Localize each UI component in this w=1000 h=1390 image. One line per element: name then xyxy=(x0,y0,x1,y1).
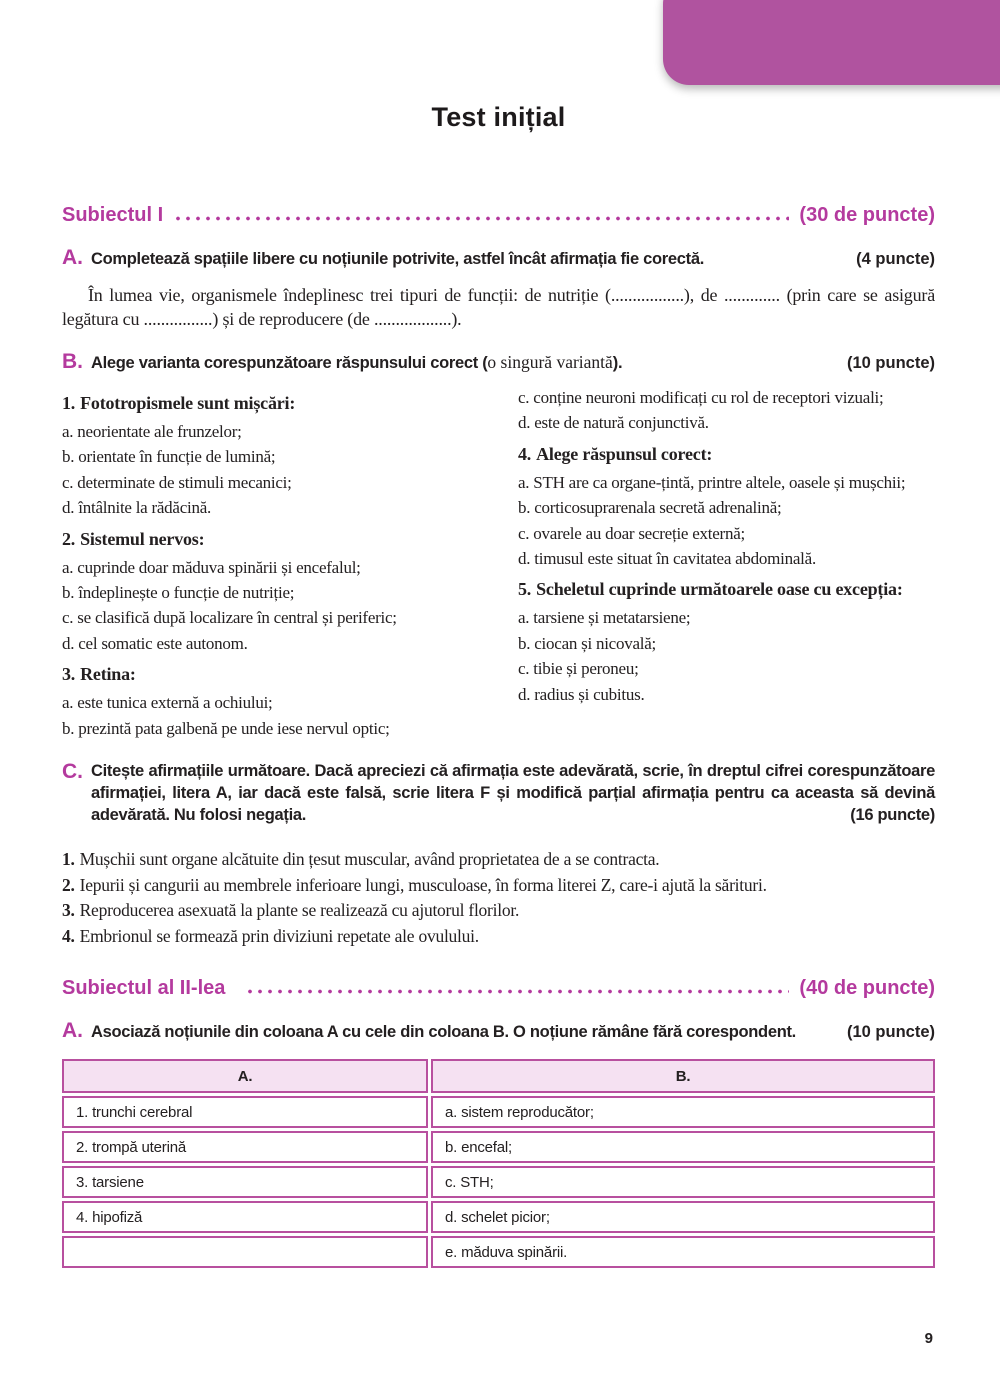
question-3-number: 3. xyxy=(62,664,76,685)
question-5 xyxy=(518,577,935,707)
statement-1: 1. Mușchii sunt organe alcătuite din țesut muscular, având proprietatea de a se contracta. xyxy=(62,849,660,870)
table-cell-b2: b. encefal; xyxy=(431,1131,935,1163)
section-a2-letter: A. xyxy=(62,1019,83,1043)
question-3-title: 3. Retina: xyxy=(62,664,136,685)
table-cell-b1: a. sistem reproducător; xyxy=(431,1096,935,1128)
dotted-leader xyxy=(173,216,789,221)
statement-4-number: 4. xyxy=(62,925,75,946)
question-1-title: 1. Fototropismele sunt mișcări: xyxy=(62,393,296,413)
corner-decoration xyxy=(663,0,1000,85)
section-c-instruction-wrap xyxy=(91,760,935,826)
statement-4: 4. Embrionul se formează prin diviziuni repetate ale ovulului. xyxy=(62,925,479,946)
question-3-option-a: a. este tunica externă a ochiului; xyxy=(62,693,273,713)
statement-1-number: 1. xyxy=(62,849,75,870)
section-a2-header xyxy=(62,1019,935,1043)
question-3 xyxy=(62,662,508,741)
subject1-heading-row xyxy=(62,203,935,227)
matching-table xyxy=(62,1059,935,1268)
fill-in-paragraph: În lumea vie, organismele îndeplinesc trei tipuri de funcții: de nutriție (.................), de ............. (prin care se asigură legătura cu ................) și de reproducere (de ..................). xyxy=(62,285,935,329)
page-content xyxy=(0,102,1000,1268)
section-b-letter: B. xyxy=(62,350,83,373)
question-2-title: 2. Sistemul nervos: xyxy=(62,528,205,549)
table-header-b: B. xyxy=(431,1059,935,1093)
question-4-option-a: a. STH are ca organe-țintă, printre altele, oasele și mușchii; xyxy=(518,472,906,492)
question-4-number: 4. xyxy=(518,443,532,464)
questions-left-column xyxy=(62,385,508,741)
table-cell-a2: 2. trompă uterină xyxy=(62,1131,428,1163)
table-cell-b3: c. STH; xyxy=(431,1166,935,1198)
question-3-option-b: b. prezintă pata galbenă pe unde iese nervul optic; xyxy=(62,718,390,738)
question-columns xyxy=(62,385,935,741)
question-5-option-c: c. tibie și peroneu; xyxy=(518,659,639,679)
question-2-option-c: c. se clasifică după localizare în central și periferic; xyxy=(62,608,397,628)
section-b-instruction-bold1: Alege varianta corespunzătoare răspunsului corect ( xyxy=(91,354,488,372)
page-number: 9 xyxy=(924,1330,933,1347)
question-5-option-b: b. ciocan și nicovală; xyxy=(518,633,657,653)
question-3-option-c: c. conține neuroni modificați cu rol de receptori vizuali; xyxy=(518,388,884,407)
table-cell-b4: d. schelet picior; xyxy=(431,1201,935,1233)
question-5-option-d: d. radius și cubitus. xyxy=(518,684,645,704)
question-5-number: 5. xyxy=(518,579,532,600)
statement-2-number: 2. xyxy=(62,874,75,895)
question-1 xyxy=(62,391,508,521)
question-1-option-a: a. neorientate ale frunzelor; xyxy=(62,422,242,441)
section-b-instruction xyxy=(91,352,622,374)
question-2-option-d: d. cel somatic este autonom. xyxy=(62,633,248,653)
true-false-statements xyxy=(62,847,935,949)
subject2-heading-row xyxy=(62,976,935,1000)
section-c-letter: C. xyxy=(62,760,83,784)
question-4-title: 4. Alege răspunsul corect: xyxy=(518,443,713,464)
question-5-option-a: a. tarsiene și metatarsiene; xyxy=(518,608,691,628)
question-1-option-b: b. orientate în funcție de lumină; xyxy=(62,447,276,467)
question-2-number: 2. xyxy=(62,528,76,549)
statement-2: 2. Iepurii și cangurii au membrele inferioare lungi, musculoase, în forma literei Z, care-i ajută la sărituri. xyxy=(62,874,767,895)
question-4-option-d: d. timusul este situat în cavitatea abdominală. xyxy=(518,549,816,569)
question-1-option-c: c. determinate de stimuli mecanici; xyxy=(62,472,292,492)
question-2-option-b: b. îndeplinește o funcție de nutriție; xyxy=(62,583,295,603)
question-1-number: 1. xyxy=(62,393,76,413)
section-a2-points: (10 puncte) xyxy=(846,1023,935,1042)
section-a1-letter: A. xyxy=(62,246,83,269)
section-c-header xyxy=(62,760,935,826)
page-title: Test inițial xyxy=(431,102,566,132)
question-4 xyxy=(518,442,935,572)
subject2-points: (40 de puncte) xyxy=(799,977,935,1000)
table-cell-a1: 1. trunchi cerebral xyxy=(62,1096,428,1128)
section-a1-header xyxy=(62,246,935,270)
question-5-title: 5. Scheletul cuprinde următoarele oase cu excepția: xyxy=(518,579,903,600)
statement-3: 3. Reproducerea asexuată la plante se realizează cu ajutorul florilor. xyxy=(62,900,520,921)
section-b-points: (10 puncte) xyxy=(846,354,935,372)
section-c-instruction: Citește afirmațiile următoare. Dacă apreciezi că afirmația este adevărată, scrie, în dreptul cifrei corespunzătoare afirmației, litera A, iar dacă este falsă, scrie litera F și modifică parțial afirmația pentru ca aceasta să devină adevărată. Nu folosi negația. xyxy=(91,762,935,825)
section-a1-points: (4 puncte) xyxy=(856,250,935,268)
table-cell-b5: e. măduva spinării. xyxy=(431,1236,935,1268)
question-1-option-d: d. întâlnite la rădăcină. xyxy=(62,498,212,518)
section-b-header xyxy=(62,350,935,374)
question-2 xyxy=(62,527,508,657)
questions-right-column xyxy=(518,385,935,741)
question-2-option-a: a. cuprinde doar măduva spinării și encefalul; xyxy=(62,557,361,577)
question-3-continued xyxy=(518,385,935,436)
table-cell-a4: 4. hipofiză xyxy=(62,1201,428,1233)
question-4-option-b: b. corticosuprarenala secretă adrenalină; xyxy=(518,498,782,518)
section-a2-instruction: Asociază noțiunile din coloana A cu cele din coloana B. O noțiune rămâne fără corespondent. xyxy=(91,1023,796,1042)
section-b-instruction-bold2: ). xyxy=(612,354,623,372)
subject2-title: Subiectul al II-lea xyxy=(62,977,226,1000)
section-b-instruction-regular: o singură variantă xyxy=(487,352,613,372)
statement-3-number: 3. xyxy=(62,900,75,921)
subject1-points: (30 de puncte) xyxy=(799,204,935,226)
question-4-option-c: c. ovarele au doar secreție externă; xyxy=(518,523,745,543)
subject1-title: Subiectul I xyxy=(62,204,164,226)
dotted-leader xyxy=(245,989,789,994)
table-header-a: A. xyxy=(62,1059,428,1093)
question-3-option-d: d. este de natură conjunctivă. xyxy=(518,413,709,433)
section-a1-instruction: Completează spațiile libere cu noțiunile potrivite, astfel încât afirmația fie corectă. xyxy=(91,250,705,268)
section-c-points: (16 puncte) xyxy=(850,806,935,825)
table-cell-a3: 3. tarsiene xyxy=(62,1166,428,1198)
table-cell-a5-empty xyxy=(62,1236,428,1268)
